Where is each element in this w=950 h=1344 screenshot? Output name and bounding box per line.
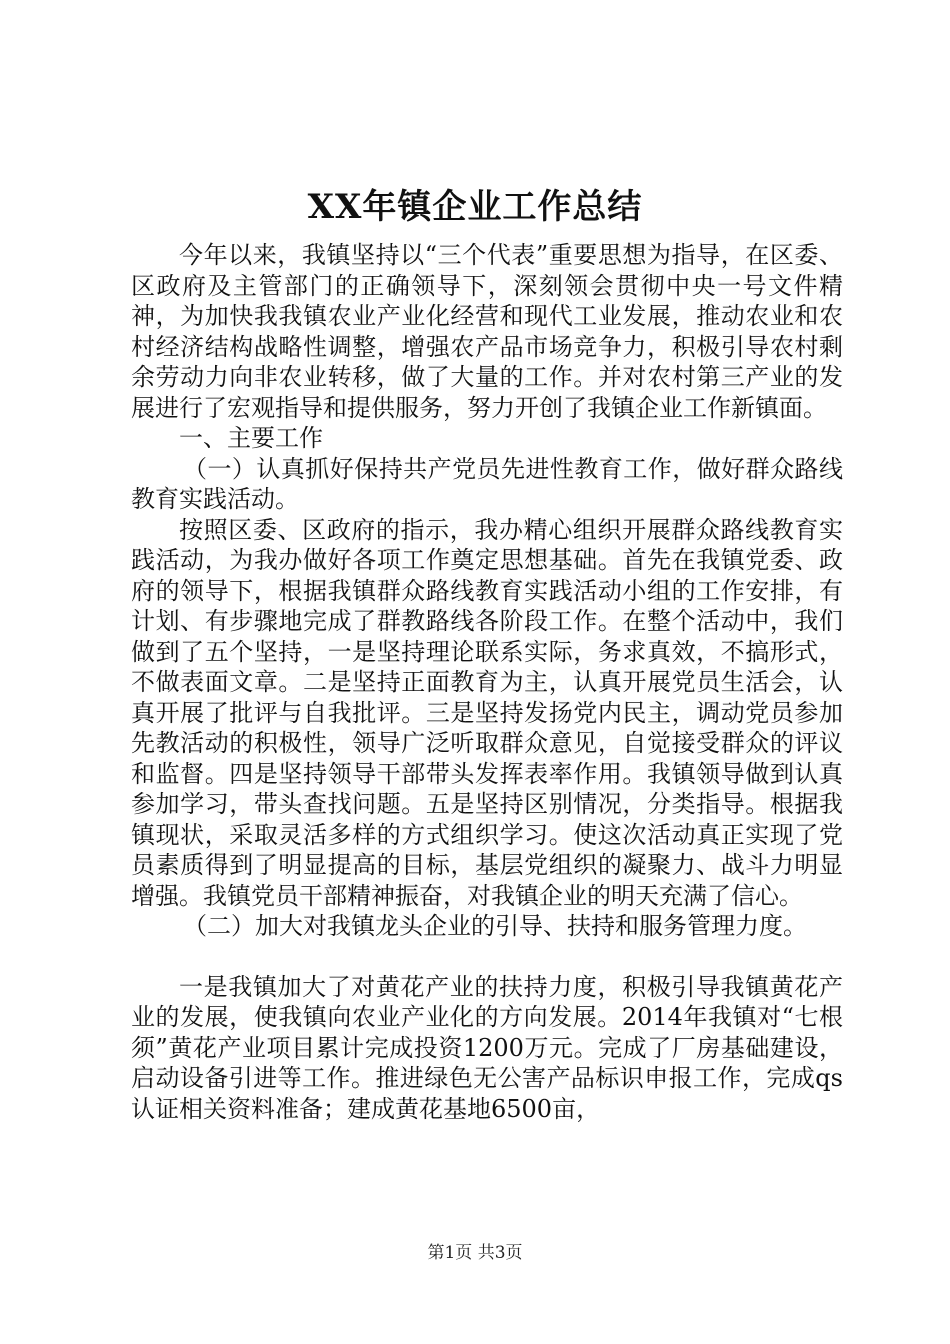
subsection-heading-1: （一）认真抓好保持共产党员先进性教育工作，做好群众路线教育实践活动。 <box>131 454 843 513</box>
document-title: XX年镇企业工作总结 <box>307 187 643 227</box>
page-footer: 第1页 共3页 <box>427 1243 523 1263</box>
intro-paragraph: 今年以来，我镇坚持以“三个代表”重要思想为指导，在区委、区政府及主管部门的正确领导下，深刻领会贯彻中央一号文件精神，为加快我我镇农业产业化经营和现代工业发展，推动农业和农村经济结构战略性调整，增强农产品市场竞争力，积极引导农村剩余劳动力向非农业转移，做了大量的工作。并对农村第三产业的发展进行了宏观指导和提供服务，努力开创了我镇企业工作新镇面。 <box>131 241 843 422</box>
section-heading: 一、主要工作 <box>179 424 323 452</box>
paragraph-spacer <box>131 942 843 972</box>
document-body <box>131 240 843 1124</box>
body-paragraph-1: 按照区委、区政府的指示，我办精心组织开展群众路线教育实践活动，为我办做好各项工作奠定思想基础。首先在我镇党委、政府的领导下，根据我镇群众路线教育实践活动小组的工作安排，有计划、有步骤地完成了群教路线各阶段工作。在整个活动中，我们做到了五个坚持，一是坚持理论联系实际，务求真效，不搞形式，不做表面文章。二是坚持正面教育为主，认真开展党员生活会，认真开展了批评与自我批评。三是坚持发扬党内民主，调动党员参加先教活动的积极性，领导广泛听取群众意见，自觉接受群众的评议和监督。四是坚持领导干部带头发挥表率作用。我镇领导做到认真参加学习，带头查找问题。五是坚持区别情况，分类指导。根据我镇现状，采取灵活多样的方式组织学习。使这次活动真正实现了党员素质得到了明显提高的目标，基层党组织的凝聚力、战斗力明显增强。我镇党员干部精神振奋，对我镇企业的明天充满了信心。 <box>131 515 843 910</box>
body-paragraph-2: 一是我镇加大了对黄花产业的扶持力度，积极引导我镇黄花产业的发展，使我镇向农业产业化的方向发展。2014年我镇对“七根须”黄花产业项目累计完成投资1200万元。完成了厂房基础建设，启动设备引进等工作。推进绿色无公害产品标识申报工作，完成qs认证相关资料准备；建成黄花基地6500亩， <box>131 972 843 1123</box>
subsection-heading-2: （二）加大对我镇龙头企业的引导、扶持和服务管理力度。 <box>183 912 807 940</box>
